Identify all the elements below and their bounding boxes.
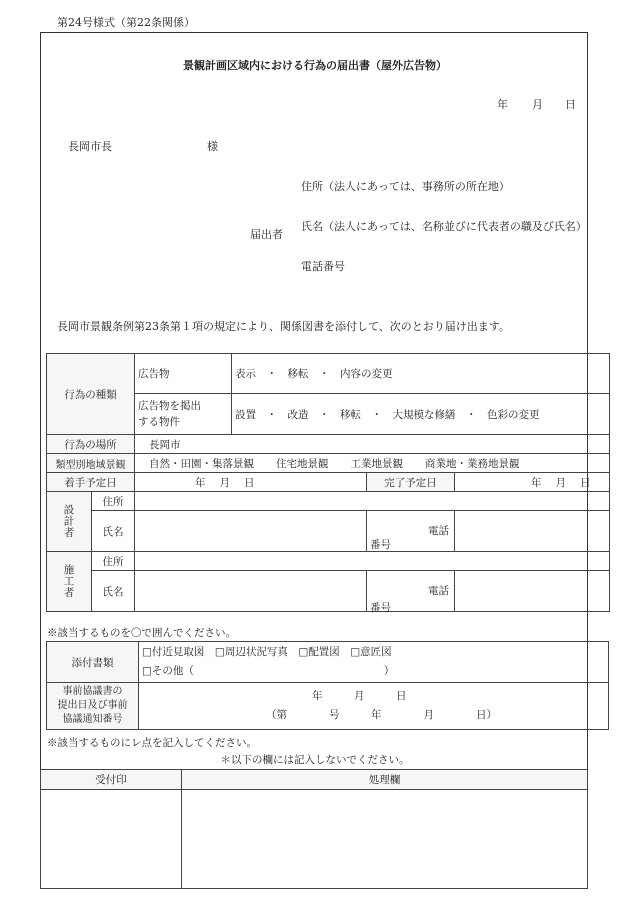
builder-phone-value[interactable] [455, 571, 610, 612]
act-type-label: 行為の種類 [47, 354, 135, 435]
builder-name-value[interactable] [135, 571, 367, 612]
designer-name-value[interactable] [135, 511, 367, 552]
designer-name-label: 氏名 [92, 511, 135, 552]
main-table [46, 353, 610, 612]
builder-address-value[interactable] [135, 552, 610, 571]
builder-name-label: 氏名 [92, 571, 135, 612]
designer-address-label: 住所 [92, 492, 135, 511]
ad-label: 広告物 [135, 354, 232, 394]
builder-phone-label-2: 番号 [370, 602, 391, 614]
date-month: 月 [532, 98, 543, 111]
attach-label: 添付書類 [47, 642, 139, 683]
honorific: 様 [207, 140, 218, 153]
intro-text: 長岡市景観条例第23条第１項の規定により、関係図書を添付して、次のとおり届け出ます。 [57, 320, 510, 333]
structure-label: 広告物を掲出 する物件 [135, 394, 232, 435]
address-label: 住所（法人にあっては、事務所の所在地） [301, 180, 510, 193]
location-value[interactable]: 長岡市 [135, 435, 610, 454]
designer-phone-label-2: 番号 [370, 539, 391, 551]
receipt-label: 受付印 [41, 770, 182, 790]
end-date-label: 完了予定日 [367, 473, 455, 492]
attach-options[interactable]: □付近見取図 □周辺状況写真 □配置図 □意匠図 □その他（ ） [139, 642, 609, 683]
process-label: 処理欄 [182, 770, 588, 790]
note-check: ※該当するものにレ点を記入してください。 [47, 737, 257, 749]
docs-table [46, 641, 609, 730]
receipt-stamp-area[interactable] [41, 790, 182, 889]
notifier-label: 届出者 [250, 228, 283, 241]
consult-label: 事前協議書の 提出日及び事前 協議通知番号 [47, 683, 139, 730]
form-code: 第24号様式（第22条関係） [57, 16, 195, 29]
landscape-options[interactable]: 自然・田園・集落景観 住宅地景観 工業地景観 商業地・業務地景観 [135, 454, 610, 473]
end-date-value[interactable]: 年 月 日 [455, 473, 610, 492]
designer-phone-label: 電話 [367, 511, 455, 552]
office-table [40, 769, 588, 889]
location-label: 行為の場所 [47, 435, 135, 454]
note-do-not-fill: ＊以下の欄には記入しないでください。 [220, 754, 410, 766]
builder-label: 施工者 [47, 552, 92, 612]
builder-address-label: 住所 [92, 552, 135, 571]
phone-label: 電話番号 [301, 260, 345, 273]
landscape-label: 類型別地域景観 [47, 454, 135, 473]
structure-options[interactable]: 設置 ・ 改造 ・ 移転 ・ 大規模な修繕 ・ 色彩の変更 [232, 394, 610, 435]
designer-label: 設計者 [47, 492, 92, 552]
date-year: 年 [497, 98, 508, 111]
process-area[interactable] [182, 790, 588, 889]
consult-value[interactable]: 年 月 日 （第 号 年 月 日） [139, 683, 609, 730]
date-day: 日 [565, 98, 576, 111]
note-circle: ※該当するものを〇で囲んでください。 [47, 627, 236, 639]
name-label: 氏名（法人にあっては、名称並びに代表者の職及び氏名） [301, 220, 587, 233]
addressee: 長岡市長 [68, 140, 112, 153]
builder-phone-label: 電話 [367, 571, 455, 612]
ad-options[interactable]: 表示 ・ 移転 ・ 内容の変更 [232, 354, 610, 394]
start-date-value[interactable]: 年 月 日 [135, 473, 367, 492]
designer-phone-value[interactable] [455, 511, 610, 552]
start-date-label: 着手予定日 [47, 473, 135, 492]
designer-address-value[interactable] [135, 492, 610, 511]
form-title: 景観計画区域内における行為の届出書（屋外広告物） [183, 59, 447, 72]
